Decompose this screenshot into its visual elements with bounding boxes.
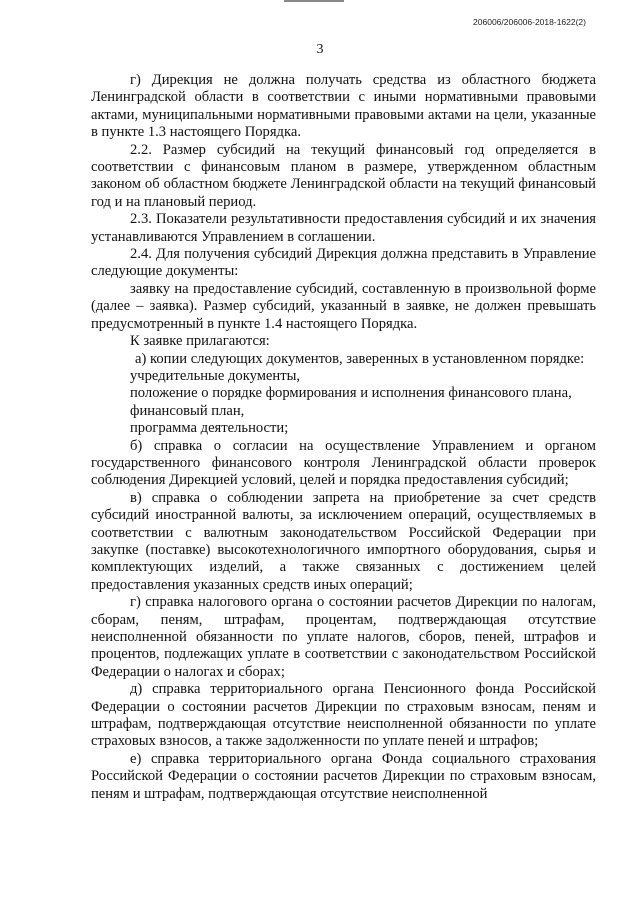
list-item: учредительные документы, xyxy=(130,367,301,384)
paragraph: г) справка налогового органа о состоянии расчетов Дирекции по налогам, сборам, пеням, штрафам, процентам, подтверждающая отсутствие неисполненной обязанности по уплате налогов, сборов, пеней, штрафов и процентов, подлежащих уплате в соответствии с законодательством Российской Федерации о налогах и сборах; xyxy=(91,594,596,680)
paragraph: 2.4. Для получения субсидий Дирекция должна представить в Управление следующие документы: xyxy=(91,246,596,280)
paragraph: в) справка о соблюдении запрета на приобретение за счет средств субсидий иностранной валюты, за исключением операций, осуществляемых в соответствии с валютным законодательством Российской Федерации при закупке (поставке) высокотехнологичного импортного оборудования, сырья и комплектующих изделий, а также связанных с достижением целей предоставления указанных средств иных операций; xyxy=(91,489,596,593)
paragraph: г) Дирекция не должна получать средства из областного бюджета Ленинградской области в соответствии с иными нормативными правовыми актами, муниципальными нормативными правовыми актами на цели, указанные в пункте 1.3 настоящего Порядка. xyxy=(91,72,596,141)
scan-top-mark xyxy=(284,0,344,2)
document-id: 206006/206006-2018-1622(2) xyxy=(473,17,586,27)
list-item: положение о порядке формирования и исполнения финансового плана, xyxy=(130,385,572,402)
paragraph: К заявке прилагаются: xyxy=(130,333,270,350)
list-item: программа деятельности; xyxy=(130,420,289,437)
document-body xyxy=(91,72,596,803)
paragraph: 2.3. Показатели результативности предоставления субсидий и их значения устанавливаются Управлением в соглашении. xyxy=(91,211,596,245)
paragraph: а) копии следующих документов, заверенных в установленном порядке: xyxy=(135,350,585,367)
list-item: финансовый план, xyxy=(130,402,245,419)
paragraph: д) справка территориального органа Пенсионного фонда Российской Федерации о состоянии расчетов Дирекции по страховым взносам, пеням и штрафам, подтверждающая отсутствие неисполненной обязанности по уплате страховых взносов, а также задолженности по уплате пеней и штрафов; xyxy=(91,681,596,750)
paragraph: заявку на предоставление субсидий, составленную в произвольной форме (далее – заявка). Размер субсидий, указанный в заявке, не должен превышать предусмотренный в пункте 1.4 настоящего Порядка. xyxy=(91,280,596,332)
paragraph: е) справка территориального органа Фонда социального страхования Российской Федерации о состоянии расчетов Дирекции по страховым взносам, пеням и штрафам, подтверждающая отсутствие неисполненной xyxy=(91,750,596,802)
page-number: 3 xyxy=(316,42,324,57)
paragraph: 2.2. Размер субсидий на текущий финансовый год определяется в соответствии с финансовым планом в размере, утвержденном областным законом об областном бюджете Ленинградской области на текущий финансовый год и на плановый период. xyxy=(91,141,596,210)
paragraph: б) справка о согласии на осуществление Управлением и органом государственного финансового контроля Ленинградской области проверок соблюдения Дирекцией условий, целей и порядка предоставления субсидий; xyxy=(91,437,596,489)
